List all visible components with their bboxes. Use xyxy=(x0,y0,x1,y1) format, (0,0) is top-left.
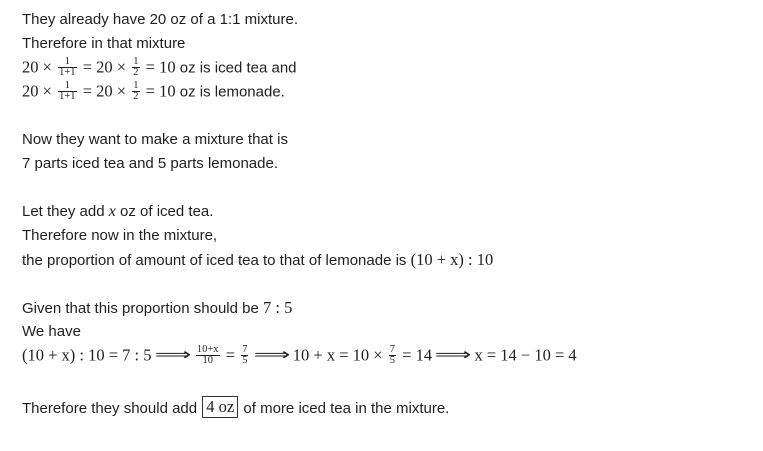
text-fragment: oz is iced tea and xyxy=(179,59,297,77)
math-expression: (10 + x) : 10 = 7 : 5 xyxy=(22,345,152,365)
fraction-numerator: 1 xyxy=(133,56,139,67)
math-term: = 10 xyxy=(145,57,176,77)
fraction-denominator: 2 xyxy=(133,91,139,102)
math-term: = 20 × xyxy=(82,57,127,77)
math-expression: 10 + x = 10 × xyxy=(292,345,383,365)
math-term: 20 × xyxy=(22,57,52,77)
fraction-numerator: 7 xyxy=(242,344,248,355)
fraction xyxy=(132,81,139,102)
fraction-numerator: 1 xyxy=(58,81,76,92)
text-fragment: oz of iced tea. xyxy=(120,203,214,220)
text-line: 7 parts iced tea and 5 parts lemonade. xyxy=(22,155,278,172)
math-term: = xyxy=(225,345,236,365)
fraction-denominator: 5 xyxy=(242,355,248,366)
fraction-denominator: 1+1 xyxy=(59,67,76,78)
fraction-numerator: 1 xyxy=(133,80,139,91)
text-line: Therefore now in the mixture, xyxy=(22,227,218,244)
fraction xyxy=(389,345,396,366)
implies-arrow-icon: ⟹ xyxy=(154,345,191,366)
text-line: They already have 20 oz of a 1:1 mixture. xyxy=(22,11,298,28)
text-fragment: the proportion of amount of iced tea to that of lemonade is xyxy=(22,252,407,269)
math-expression: 7 : 5 xyxy=(263,298,293,317)
equation-lemonade xyxy=(22,82,285,103)
fraction-denominator: 1+1 xyxy=(59,91,76,102)
text-fragment: Let they add xyxy=(22,203,105,220)
math-term: = 14 xyxy=(402,345,433,365)
text-line: Now they want to make a mixture that is xyxy=(22,131,288,148)
text-line: Therefore in that mixture xyxy=(22,35,186,52)
math-term: = 10 xyxy=(145,81,176,101)
fraction xyxy=(58,57,76,78)
text-fragment: Therefore they should add xyxy=(22,400,198,417)
implies-arrow-icon: ⟹ xyxy=(253,345,290,366)
fraction-numerator: 10+x xyxy=(196,344,219,355)
math-expression: x = 14 − 10 = 4 xyxy=(474,345,577,365)
text-fragment: of more iced tea in the mixture. xyxy=(243,400,450,417)
fraction-denominator: 10 xyxy=(202,355,213,366)
conclusion-line xyxy=(22,397,449,419)
fraction-numerator: 7 xyxy=(389,344,396,355)
text-line xyxy=(22,203,213,221)
fraction-denominator: 5 xyxy=(389,355,396,366)
fraction xyxy=(196,345,220,366)
boxed-answer: 4 oz xyxy=(202,396,238,418)
fraction xyxy=(58,81,76,102)
implies-arrow-icon: ⟹ xyxy=(435,345,472,366)
fraction-denominator: 2 xyxy=(133,67,139,78)
fraction xyxy=(241,345,248,366)
text-line xyxy=(22,251,493,270)
math-term: = 20 × xyxy=(82,81,127,101)
text-line: We have xyxy=(22,323,81,340)
fraction-numerator: 1 xyxy=(58,57,76,68)
fraction xyxy=(132,57,139,78)
text-fragment: Given that this proportion should be xyxy=(22,300,259,317)
solution-equation xyxy=(22,346,577,367)
text-line xyxy=(22,299,292,318)
math-variable: x xyxy=(108,203,116,220)
math-term: 20 × xyxy=(22,81,52,101)
math-expression: (10 + x) : 10 xyxy=(410,250,494,269)
text-fragment: oz is lemonade. xyxy=(179,83,285,101)
equation-iced-tea xyxy=(22,58,297,79)
